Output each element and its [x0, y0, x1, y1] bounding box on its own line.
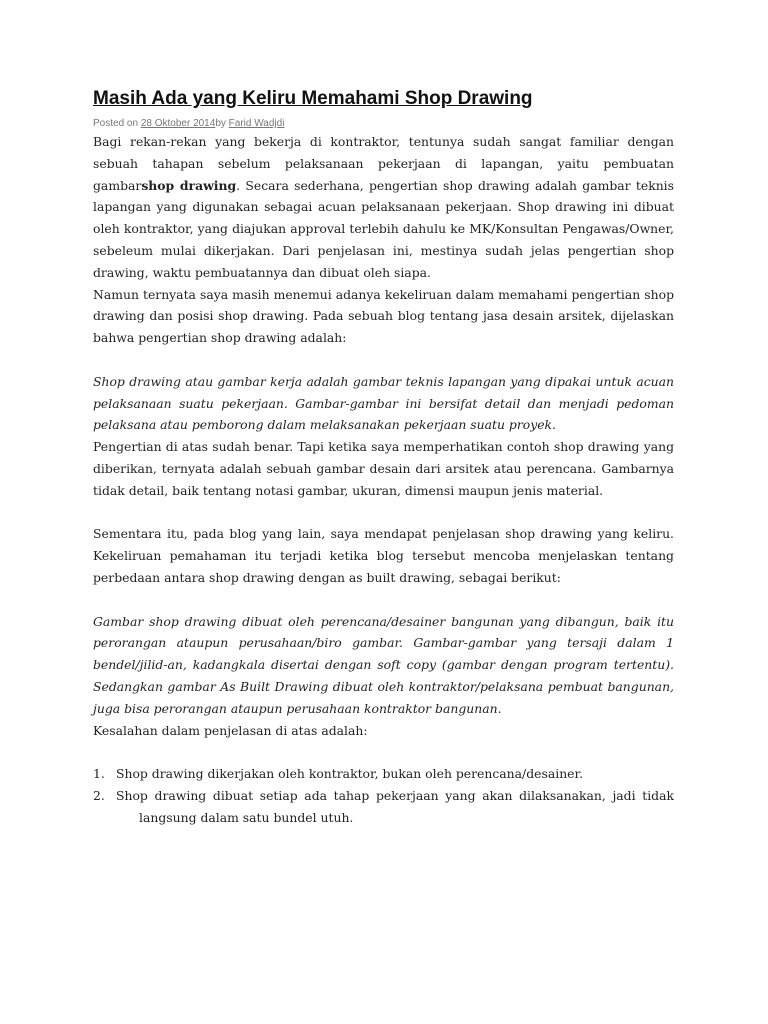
article-body — [93, 131, 674, 829]
shop-drawing-bold-term: shop drawing — [141, 177, 237, 193]
list-item-text: Shop drawing dibuat setiap ada tahap pekerjaan yang akan dilaksanakan, jadi tidak langsung dalam satu bundel utuh. — [116, 787, 674, 825]
spacer — [93, 589, 674, 611]
spacer — [93, 502, 674, 524]
quote-definition: Shop drawing atau gambar kerja adalah gambar teknis lapangan yang dipakai untuk acuan pelaksanaan suatu pekerjaan. Gambar-gambar ini bersifat detail dan menjadi pedoman pelaksana atau pemborong dalam melaksanakan pekerjaan suatu proyek. — [93, 373, 674, 433]
post-meta — [93, 117, 674, 131]
article — [93, 86, 674, 829]
paragraph-misunderstanding: Namun ternyata saya masih menemui adanya kekeliruan dalam memahami pengertian shop drawing dan posisi shop drawing. Pada sebuah blog tentang jasa desain arsitek, dijelaskan bahwa pengertian shop drawing adalah: — [93, 286, 674, 346]
paragraph-other-blog: Sementara itu, pada blog yang lain, saya mendapat penjelasan shop drawing yang keliru. Kekeliruan pemahaman itu terjadi ketika blog tersebut mencoba menjelaskan tentang perbedaan antara shop drawing dengan as built drawing, sebagai berikut: — [93, 526, 674, 585]
list-item-number: 2. — [93, 787, 105, 803]
list-item — [93, 763, 674, 785]
paragraph-intro-text-continued: . Secara sederhana, pengertian shop drawing adalah gambar teknis lapangan yang digunakan sebagai acuan pelaksanaan pekerjaan. Shop drawing ini dibuat oleh kontraktor, yang diajukan approval terlebih dahulu ke MK/Konsultan Pengawas/Owner, sebeleum mulai dikerjakan. Dari penjelasan ini, mestinya sudah jelas pengertian shop drawing, waktu pembuatannya dan dibuat oleh siapa. — [93, 177, 674, 280]
by-label: by — [215, 118, 229, 129]
paragraph-observation: Pengertian di atas sudah benar. Tapi ketika saya memperhatikan contoh shop drawing yang diberikan, ternyata adalah sebuah gambar desain dari arsitek atau perencana. Gambarnya tidak detail, baik tentang notasi gambar, ukuran, dimensi maupun jenis material. — [93, 439, 674, 498]
spacer — [93, 741, 674, 763]
list-item-number: 1. — [93, 766, 105, 782]
post-date-link[interactable]: 28 Oktober 2014 — [140, 118, 216, 129]
list-item-text: Shop drawing dikerjakan oleh kontraktor, bukan oleh perencana/desainer. — [116, 766, 584, 782]
article-title[interactable]: Masih Ada yang Keliru Memahami Shop Drawing — [93, 88, 533, 109]
author-link[interactable]: Farid Wadjdi — [228, 118, 285, 129]
quote-comparison: Gambar shop drawing dibuat oleh perencana/desainer bangunan yang dibangun, baik itu perorangan ataupun perusahaan/biro gambar. Gambar-gambar yang tersaji dalam 1 bendel/jilid-an, kadangkala disertai dengan soft copy (gambar dengan program tertentu). Sedangkan gambar As Built Drawing dibuat oleh kontraktor/pelaksana pembuat bangunan, juga bisa perorangan ataupun perusahaan kontraktor bangunan. — [93, 613, 674, 716]
paragraph-intro — [93, 131, 674, 284]
list-item — [93, 785, 674, 829]
paragraph-intro-text: Bagi rekan-rekan yang bekerja di kontraktor, tentunya sudah sangat familiar dengan sebuah tahapan sebelum pelaksanaan pekerjaan di lapangan, yaitu pembuatan gambar — [93, 134, 674, 193]
spacer — [93, 349, 674, 371]
posted-on-label: Posted on — [93, 118, 141, 129]
errors-list — [93, 763, 674, 828]
paragraph-errors-intro: Kesalahan dalam penjelasan di atas adalah: — [93, 722, 368, 738]
